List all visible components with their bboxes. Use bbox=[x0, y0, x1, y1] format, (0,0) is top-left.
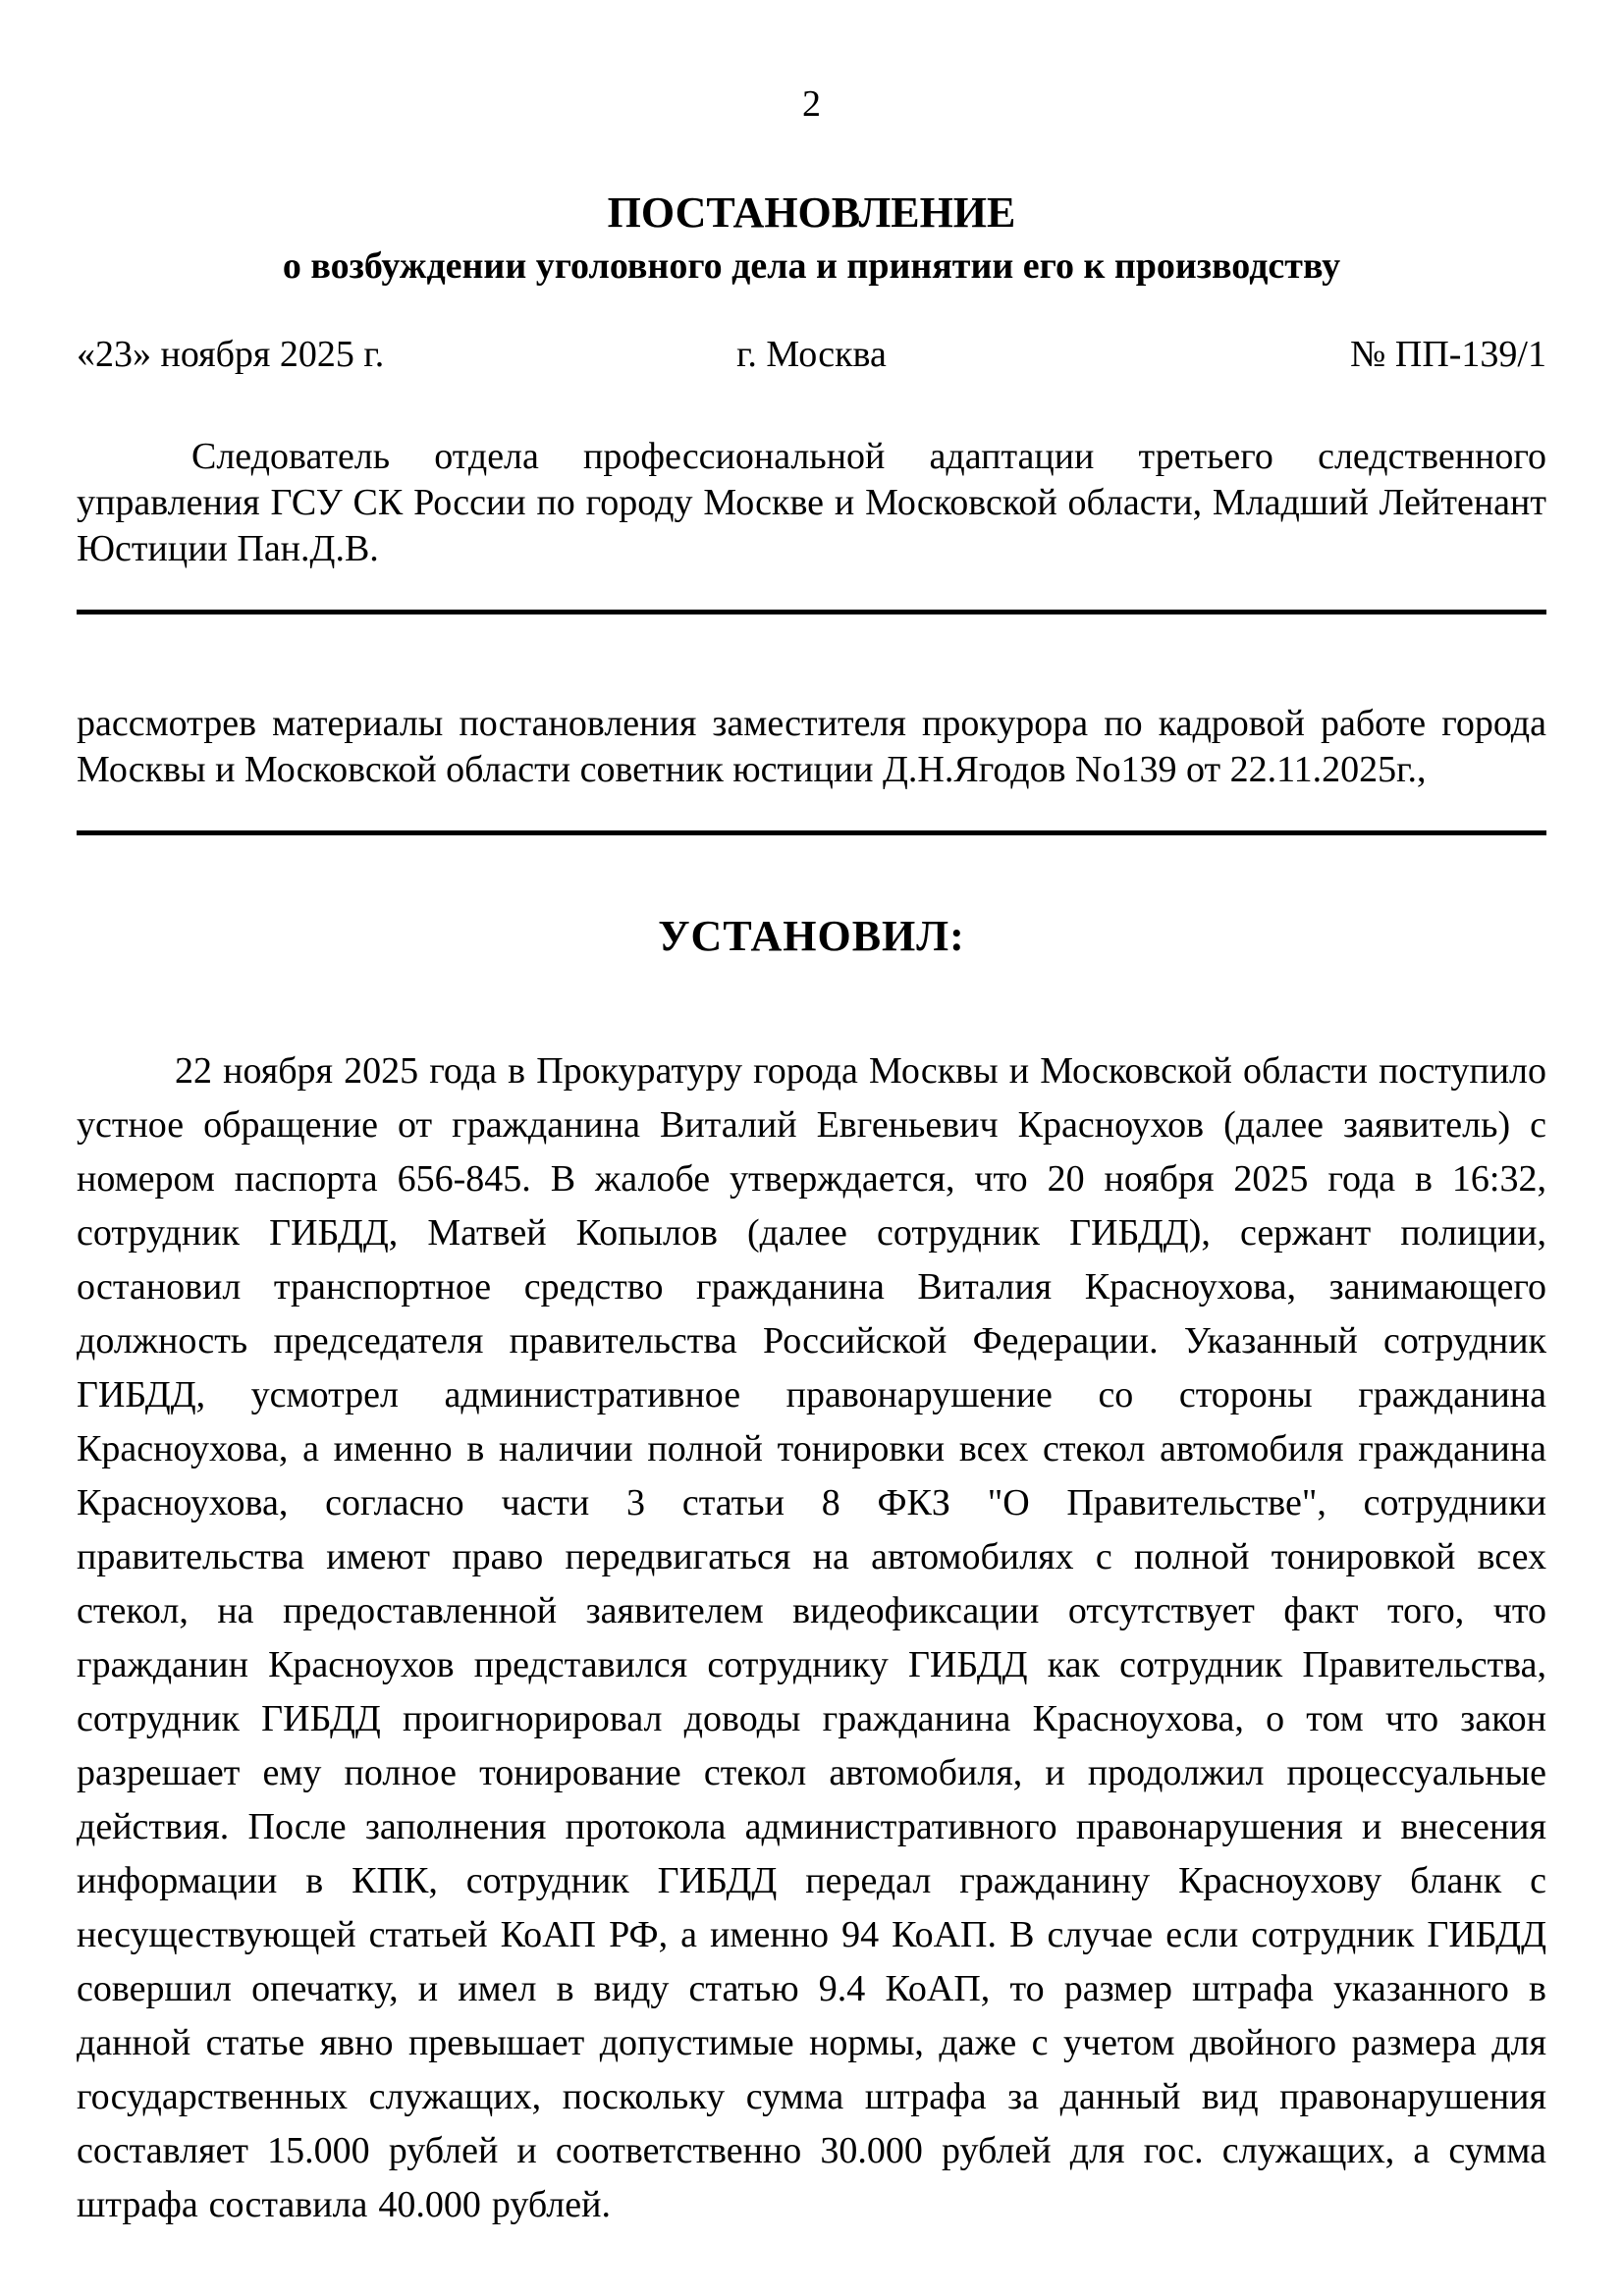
document-case-number: № ПП-139/1 bbox=[1350, 334, 1546, 375]
section-divider bbox=[77, 610, 1546, 614]
materials-paragraph: рассмотрев материалы постановления заместителя прокурора по кадровой работе города Москвы и Московской области советник юстиции Д.Н.Ягодов No139 от 22.11.2025г., bbox=[77, 703, 1546, 790]
document-date: «23» ноября 2025 г. bbox=[77, 334, 385, 375]
document-subtitle: о возбуждении уголовного дела и принятии его к производству bbox=[282, 245, 1341, 287]
resolution-heading: УСТАНОВИЛ: bbox=[658, 912, 965, 960]
document-title: ПОСТАНОВЛЕНИЕ bbox=[607, 188, 1016, 237]
resolution-body-paragraph: 22 ноября 2025 года в Прокуратуру города Москвы и Московской области поступило устное обращение от гражданина Виталий Евгеньевич Красноухов (далее заявитель) с номером паспорта 656-845. В жалобе утверждается, что 20 ноября 2025 года в 16:32, сотрудник ГИБДД, Матвей Копылов (далее сотрудник ГИБДД), сержант полиции, остановил транспортное средство гражданина Виталия Красноухова, занимающего должность председателя правительства Российской Федерации. Указанный сотрудник ГИБДД, усмотрел административное правонарушение со стороны гражданина Красноухова, а именно в наличии полной тонировки всех стекол автомобиля гражданина Красноухова, согласно части 3 статьи 8 ФКЗ "О Правительстве", сотрудники правительства имеют право передвигаться на автомобилях с полной тонировкой всех стекол, на предоставленной заявителем видеофиксации отсутствует факт того, что гражданин Красноухов представился сотруднику ГИБДД как сотрудник Правительства, сотрудник ГИБДД проигнорировал доводы гражданина Красноухова, о том что закон разрешает ему полное тонирование стекол автомобиля, и продолжил процессуальные действия. После заполнения протокола административного правонарушения и внесения информации в КПК, сотрудник ГИБДД передал гражданину Красноухову бланк с несуществующей статьей КоАП РФ, а именно 94 КоАП. В случае если сотрудник ГИБДД совершил опечатку, и имел в виду статью 9.4 КоАП, то размер штрафа указанного в данной статье явно превышает допустимые нормы, даже с учетом двойного размера для государственных служащих, поскольку сумма штрафа за данный вид правонарушения составляет 15.000 рублей и соответственно 30.000 рублей для гос. служащих, а сумма штрафа составила 40.000 рублей. bbox=[77, 1050, 1546, 2225]
investigator-paragraph: Следователь отдела профессиональной адаптации третьего следственного управления ГСУ СК России по городу Москве и Московской области, Младший Лейтенант Юстиции Пан.Д.В. bbox=[77, 436, 1546, 569]
meta-line bbox=[77, 332, 1546, 377]
document-city: г. Москва bbox=[736, 334, 887, 375]
page-number: 2 bbox=[802, 83, 821, 125]
section-divider bbox=[77, 830, 1546, 835]
